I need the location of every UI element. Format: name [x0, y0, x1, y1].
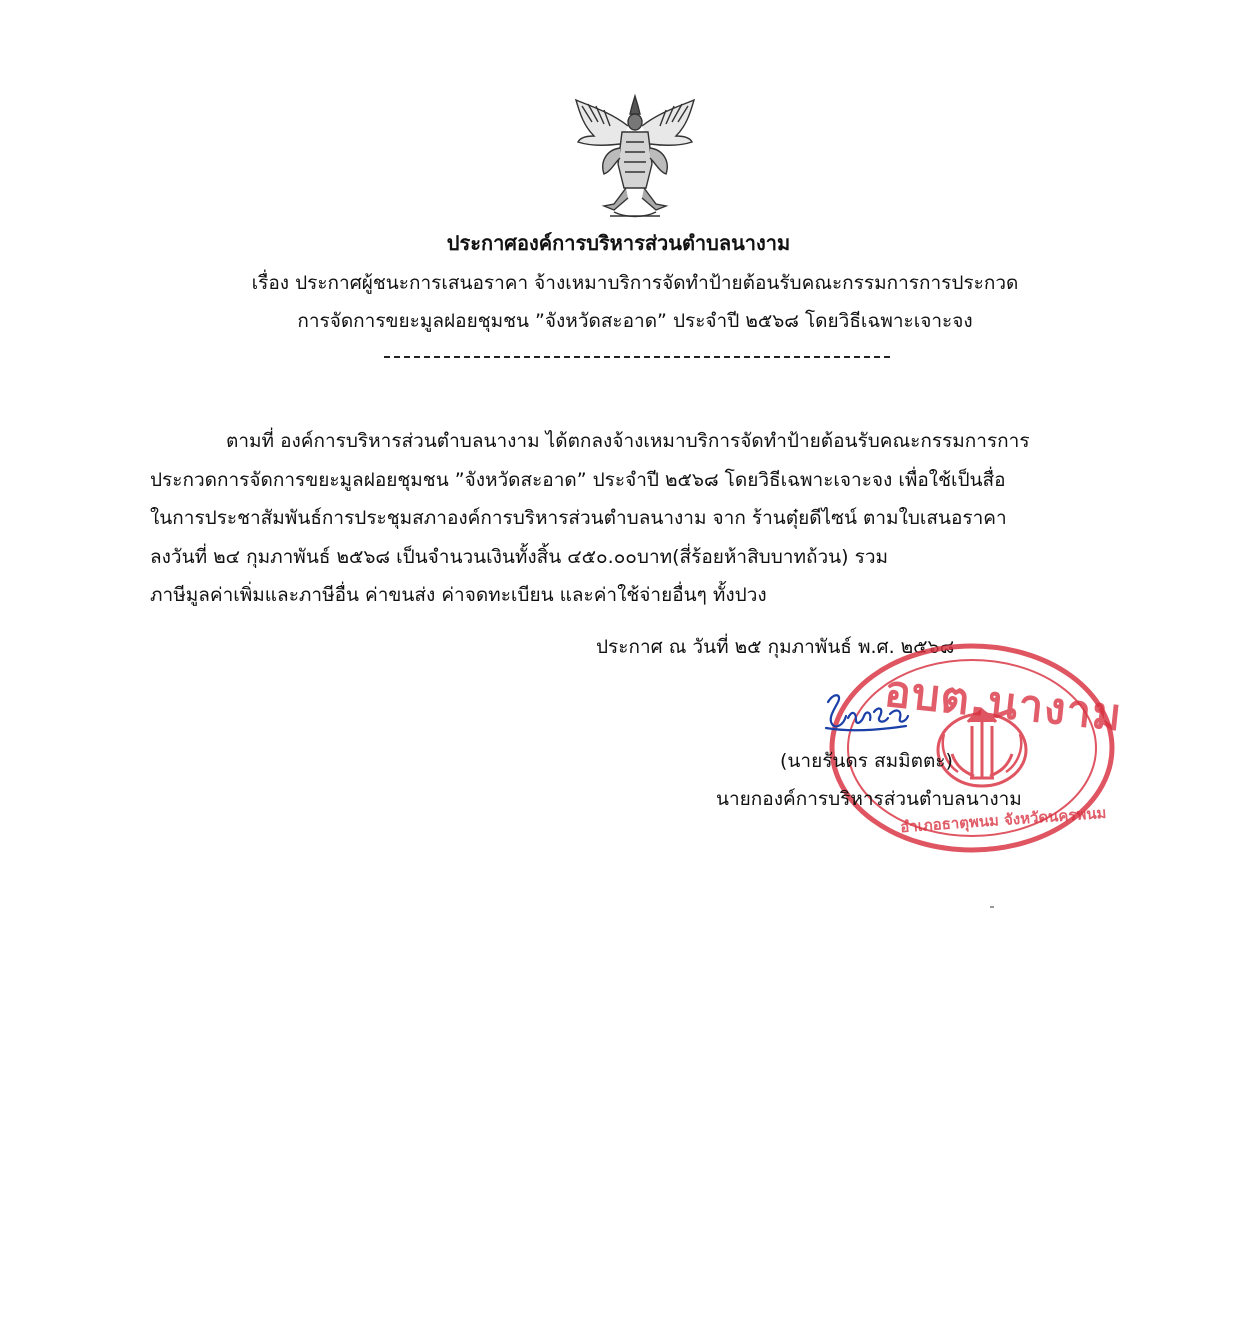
body-paragraph [150, 422, 1090, 615]
signer-name: (นายรันดร สมมิตตะ) [780, 750, 953, 772]
body-line-5: ภาษีมูลค่าเพิ่มและภาษีอื่น ค่าขนส่ง ค่าจดทะเบียน และค่าใช้จ่ายอื่นๆ ทั้งปวง [150, 584, 767, 606]
handwritten-signature-icon [820, 688, 910, 738]
announcement-date: ประกาศ ณ วันที่ ๒๕ กุมภาพันธ์ พ.ศ. ๒๕๖๘ [596, 636, 955, 658]
document-title: ประกาศองค์การบริหารส่วนตำบลนางาม [446, 231, 791, 255]
subject-line-2: การจัดการขยะมูลฝอยชุมชน ”จังหวัดสะอาด” ประจำปี ๒๕๖๘ โดยวิธีเฉพาะเจาะจง [297, 310, 973, 332]
body-line-4: ลงวันที่ ๒๔ กุมภาพันธ์ ๒๕๖๘ เป็นจำนวนเงินทั้งสิ้น ๔๕๐.๐๐บาท(สี่ร้อยห้าสิบบาทถ้วน) รวม [150, 545, 889, 568]
header-divider [384, 356, 890, 358]
subject-line-1: เรื่อง ประกาศผู้ชนะการเสนอราคา จ้างเหมาบริการจัดทำป้ายต้อนรับคณะกรรมการการประกวด [251, 272, 1019, 294]
seal-text-bottom: อำเภอธาตุพนม จังหวัดนครพนม [899, 803, 1107, 837]
body-line-3: ในการประชาสัมพันธ์การประชุมสภาองค์การบริหารส่วนตำบลนางาม จาก ร้านตุ๋ยดีไซน์ ตามใบเสนอราคา [150, 507, 1007, 529]
signer-title: นายกองค์การบริหารส่วนตำบลนางาม [716, 788, 1022, 810]
garuda-emblem-icon [570, 92, 700, 222]
body-line-1: ตามที่ องค์การบริหารส่วนตำบลนางาม ได้ตกลงจ้างเหมาบริการจัดทำป้ายต้อนรับคณะกรรมการการ [226, 430, 1030, 452]
seal-text-top: อบต.นางาม [881, 665, 1125, 742]
scan-speck [990, 906, 994, 908]
body-line-2: ประกวดการจัดการขยะมูลฝอยชุมชน ”จังหวัดสะอาด” ประจำปี ๒๕๖๘ โดยวิธีเฉพาะเจาะจง เพื่อใช้เป็นสื่อ [150, 468, 1006, 491]
